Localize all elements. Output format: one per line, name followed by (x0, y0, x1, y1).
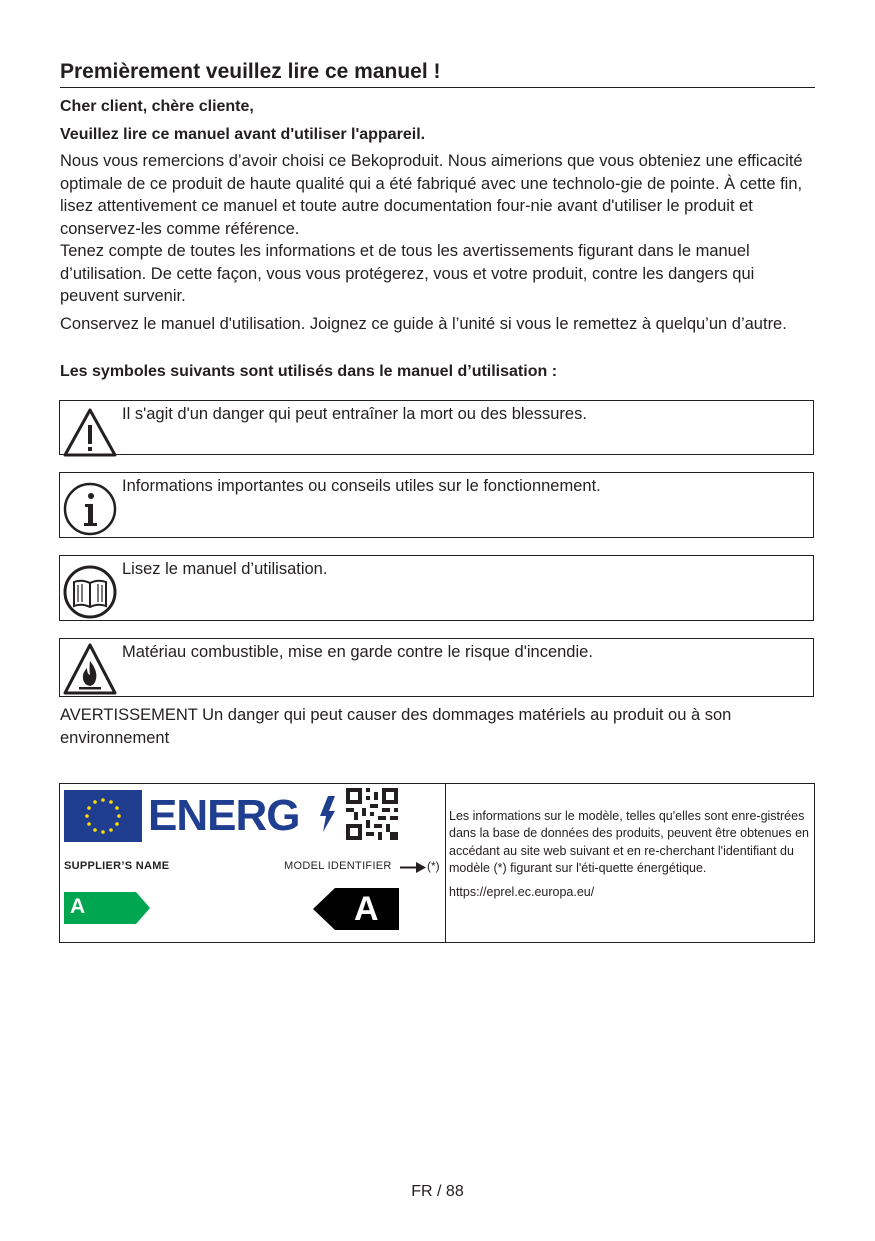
eprel-link[interactable]: https://eprel.ec.europa.eu/ (449, 884, 595, 899)
symbol-text: Lisez le manuel d’utilisation. (122, 560, 328, 578)
greeting: Cher client, chère cliente, (60, 98, 254, 115)
warnings-paragraph: Tenez compte de toutes les informations et de tous les avertissements figurant dans le manuel d’utilisation. De cette façon, vous vous protégerez, vous et votre produit, contre les dangers qui peuvent survenir. (60, 242, 755, 305)
symbols-heading: Les symboles suivants sont utilisés dans le manuel d’utilisation : (60, 363, 558, 380)
qr-code-icon (346, 788, 398, 840)
info-icon (62, 481, 118, 537)
symbol-row-info (59, 472, 814, 538)
model-asterisk: (*) (427, 859, 440, 873)
energy-brand: ENERG (148, 791, 300, 840)
energy-info-text: Les informations sur le modèle, telles qu'elles sont enre-gistrées dans la base de données des produits, peuvent être obtenues en accédant au site web suivant et en re-cherchant l'identifiant du modèle (*) figurant sur l'éti-quette énergétique. (449, 809, 809, 876)
arrow-right-icon (400, 862, 426, 873)
intro-paragraph: Nous vous remercions d’avoir choisi ce Bekoproduit. Nous aimerions que vous obteniez une efficacité optimale de ce produit de haute qualité qui a été fabriqué avec une technolo-gie de pointe. À cette fin, lisez attentivement ce manuel et toute autre documentation four-nie avant d'utiliser le produit et conservez-les comme référence. (60, 152, 803, 238)
symbol-text: Matériau combustible, mise en garde contre le risque d'incendie. (122, 643, 593, 661)
symbol-text: Il s'agit d'un danger qui peut entraîner la mort ou des blessures. (122, 405, 587, 423)
symbol-row-fire (59, 638, 814, 697)
eu-flag-icon (64, 790, 142, 842)
energy-class-left: A (70, 895, 86, 918)
symbol-row-manual (59, 555, 814, 621)
page-number: FR / 88 (411, 1183, 464, 1200)
book-icon (62, 564, 118, 620)
page-title: Premièrement veuillez lire ce manuel ! (60, 60, 815, 88)
instruction-heading: Veuillez lire ce manuel avant d'utiliser l'appareil. (60, 126, 426, 143)
supplier-name: SUPPLIER’S NAME (64, 860, 170, 872)
energy-info-cell (449, 808, 809, 901)
energy-label-table (59, 783, 815, 943)
model-identifier: MODEL IDENTIFIER (284, 860, 392, 872)
symbol-row-danger (59, 400, 814, 455)
fire-warning-icon (62, 641, 118, 697)
warning-note: AVERTISSEMENT Un danger qui peut causer des dommages matériels au produit ou à son environnement (60, 706, 732, 747)
energy-label-image (60, 784, 446, 942)
warning-triangle-icon (62, 405, 118, 461)
lightning-icon (318, 796, 336, 832)
symbol-text: Informations importantes ou conseils utiles sur le fonctionnement. (122, 477, 601, 495)
keep-manual-paragraph: Conservez le manuel d'utilisation. Joignez ce guide à l’unité si vous le remettez à quelqu’un d’autre. (60, 315, 787, 333)
energy-class-right: A (354, 890, 379, 928)
